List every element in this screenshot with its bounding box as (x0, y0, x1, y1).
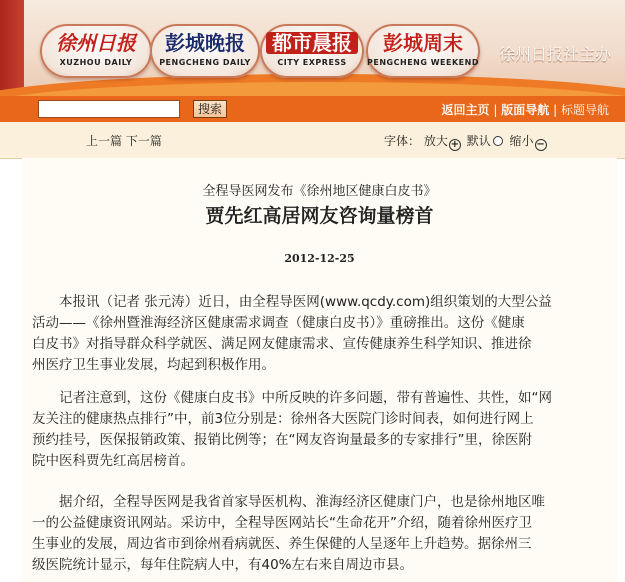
paper-english-name: PENGCHENG WEEKEND (367, 58, 479, 67)
article-paragraph: 据介绍，全程导医网是我省首家导医机构、淮海经济区健康门户，也是徐州地区唯 一的公益健康资讯网站。采访中，全程导医网站长“生命花开”介绍，随着徐州医疗卫 生事业的发展，周边省市到徐州看病就医、养生保健的人呈逐年上升趋势。据徐州三 级医院统计显示，每年住院病人中，有40%左右来自周边市县。 (32, 494, 545, 573)
home-link[interactable]: 返回主页 (441, 103, 490, 117)
pengcheng-daily-logo-link[interactable] (150, 24, 260, 78)
next-article-link[interactable]: 下一篇 (125, 134, 162, 148)
paper-name: 彭城晚报 (165, 31, 245, 55)
article-subtitle: 全程导医网发布《徐州地区健康白皮书》 (202, 184, 437, 199)
article-date: 2012-12-25 (284, 252, 355, 265)
paper-english-name: CITY EXPRESS (277, 58, 347, 67)
paper-english-name: XUZHOU DAILY (59, 58, 133, 67)
paper-english-name: PENGCHENG DAILY (159, 58, 251, 67)
top-toolbar (0, 96, 625, 122)
font-default-link[interactable] (467, 134, 506, 148)
banner-left-bar (0, 0, 24, 96)
article-pager-bar (0, 122, 625, 159)
nav-separator: | (493, 103, 498, 117)
article-body (22, 158, 617, 582)
font-enlarge-label: 放大 (423, 134, 448, 148)
minus-circle-icon: − (536, 139, 545, 150)
paper-name: 彭城周末 (383, 31, 463, 55)
radio-circle-icon (493, 136, 503, 146)
xuzhou-daily-logo-link[interactable] (40, 24, 152, 78)
title-nav-link[interactable]: 标题导航 (560, 103, 609, 117)
font-shrink-label: 缩小 (509, 134, 534, 148)
section-nav-link[interactable]: 版面导航 (501, 103, 550, 117)
article-paragraph: 本报讯（记者 张元涛）近日，由全程导医网(www.qcdy.com)组织策划的大型公益 活动——《徐州暨淮海经济区健康需求调查（健康白皮书）》重磅推出。这份《健康 白皮书》对指导群众科学就医、满足网友健康需求、宣传健康养生科学知识、推进徐 州医疗卫生事业发展，均起到积极作用。 (32, 294, 552, 373)
article-paragraph: 记者注意到，这份《健康白皮书》中所反映的许多问题，带有普遍性、共性，如“网 友关注的健康热点排行”中，前3位分别是：徐州各大医院门诊时间表，如何进行网上 预约挂号，医保报销政策、报销比例等；在“网友咨询量最多的专家排行”里，徐医附 院中医科贾先红高居榜首。 (32, 390, 552, 469)
article-headline: 贾先红高居网友咨询量榜首 (205, 205, 434, 227)
sponsor-text: 徐州日报社主办 (498, 45, 611, 64)
prev-article-link[interactable]: 上一篇 (86, 134, 123, 148)
nav-separator: | (553, 103, 558, 117)
top-nav-links (442, 101, 609, 118)
font-default-label: 默认 (466, 134, 491, 148)
font-size-label: 字体： (384, 134, 421, 148)
search-input[interactable] (38, 100, 180, 118)
font-size-controls (384, 132, 549, 151)
search-button[interactable]: 搜索 (193, 100, 227, 118)
plus-circle-icon: + (450, 139, 460, 150)
prev-next-links (86, 132, 162, 149)
city-express-logo-link[interactable] (260, 24, 364, 78)
paper-name: 徐州日报 (56, 31, 136, 55)
font-enlarge-link[interactable] (424, 134, 463, 148)
header-banner (0, 0, 625, 96)
paper-name: 都市晨报 (266, 32, 358, 54)
font-shrink-link[interactable] (510, 134, 549, 148)
pengcheng-weekend-logo-link[interactable] (366, 24, 480, 78)
